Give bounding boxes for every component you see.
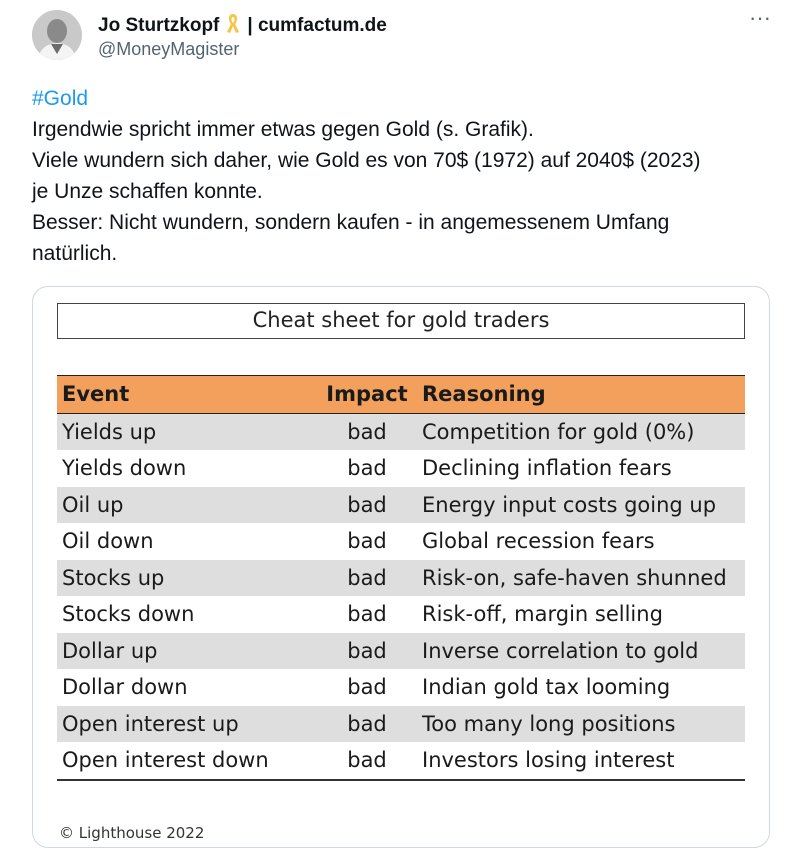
table-row [57, 596, 745, 633]
cell-event: Open interest down [57, 742, 317, 780]
cell-impact: bad [317, 413, 417, 450]
cell-reasoning: Investors losing interest [417, 742, 745, 780]
cell-event: Open interest up [57, 706, 317, 743]
table-header-row [57, 376, 745, 414]
cell-reasoning: Indian gold tax looming [422, 675, 671, 700]
cell-event: Dollar down [62, 675, 188, 700]
author-name[interactable]: Jo Sturtzkopf [98, 15, 220, 36]
column-header-impact: Impact [317, 376, 417, 414]
avatar-image [32, 10, 82, 60]
column-header-reasoning: Reasoning [417, 376, 745, 414]
cell-reasoning: Energy input costs going up [417, 487, 745, 524]
cell-event: Dollar up [57, 633, 317, 670]
cell-event: Yields up [57, 413, 317, 450]
cell-reasoning: Global recession fears [422, 529, 655, 554]
cell-event: Oil up [57, 487, 317, 524]
cell-impact: bad [347, 529, 387, 554]
cell-impact: bad [317, 742, 417, 780]
column-header-event: Event [57, 376, 317, 414]
cell-event: Stocks up [57, 560, 317, 597]
tweet-line: Besser: Nicht wundern, sondern kaufen - in angemessenem Umfang [32, 211, 670, 234]
table-row [57, 487, 745, 524]
cell-event: Oil down [62, 529, 154, 554]
table-row [57, 742, 745, 780]
table-row [57, 413, 745, 450]
tweet-media-image[interactable] [32, 286, 770, 848]
cell-event: Yields down [62, 456, 187, 481]
cell-reasoning: Too many long positions [417, 706, 745, 743]
cell-reasoning: Risk-off, margin selling [422, 602, 663, 627]
tweet-line: Irgendwie spricht immer etwas gegen Gold (s. Grafik). [32, 118, 534, 141]
cell-impact: bad [347, 675, 387, 700]
table-row [57, 560, 745, 597]
cell-impact: bad [347, 602, 387, 627]
tweet-line: Viele wundern sich daher, wie Gold es von 70$ (1972) auf 2040$ (2023) [32, 149, 701, 172]
table-row [57, 706, 745, 743]
tweet-text [32, 83, 772, 269]
more-options-icon[interactable]: ··· [749, 5, 771, 30]
cell-impact: bad [347, 456, 387, 481]
table-row [57, 633, 745, 670]
cell-reasoning: Competition for gold (0%) [417, 413, 745, 450]
tweet-line: natürlich. [32, 242, 118, 265]
cell-impact: bad [317, 633, 417, 670]
table-row [57, 450, 745, 487]
avatar[interactable] [32, 10, 82, 60]
author-name-line[interactable] [98, 12, 387, 40]
table-row [57, 523, 745, 560]
cell-event: Stocks down [62, 602, 195, 627]
author-handle[interactable]: @MoneyMagister [98, 39, 240, 59]
table-row [57, 669, 745, 706]
cell-reasoning: Risk-on, safe-haven shunned [417, 560, 745, 597]
hashtag-link[interactable]: #Gold [32, 87, 89, 110]
cell-impact: bad [317, 706, 417, 743]
cell-impact: bad [317, 560, 417, 597]
ribbon-icon [225, 12, 241, 40]
sheet-title: Cheat sheet for gold traders [57, 303, 745, 339]
author-site: | cumfactum.de [247, 15, 387, 36]
cheat-sheet-table [57, 375, 745, 781]
tweet-line: je Unze schaffen konnte. [32, 180, 263, 203]
cell-reasoning: Declining inflation fears [422, 456, 672, 481]
cell-impact: bad [317, 487, 417, 524]
copyright-note: © Lighthouse 2022 [59, 824, 205, 842]
cell-reasoning: Inverse correlation to gold [417, 633, 745, 670]
